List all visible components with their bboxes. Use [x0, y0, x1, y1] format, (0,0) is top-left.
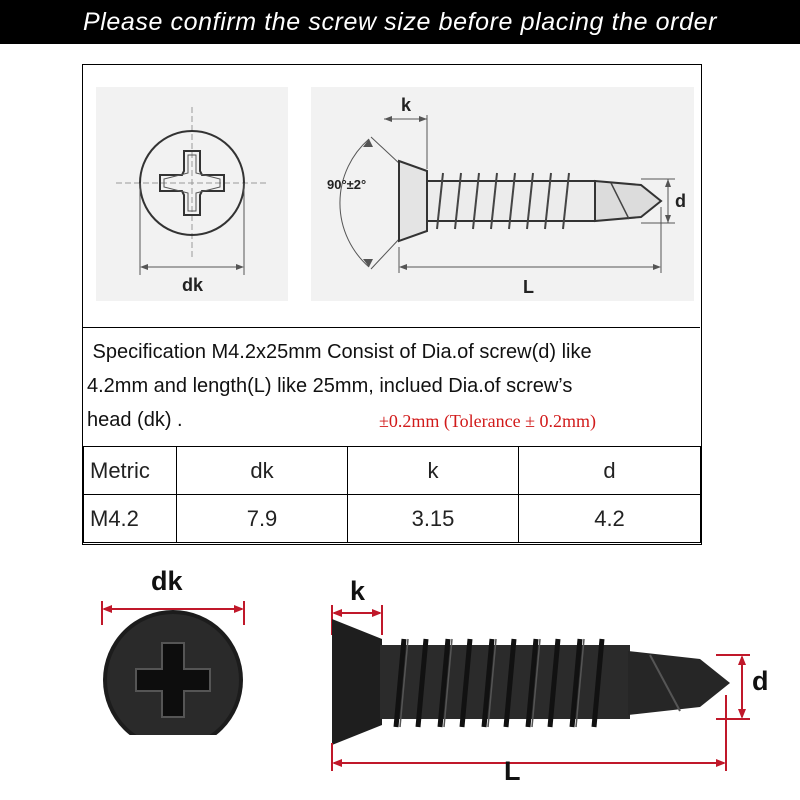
spec-line-3: head (dk) . [87, 409, 183, 431]
banner-text: Please confirm the screw size before placing the order [82, 8, 718, 36]
diagram-k-label: k [401, 95, 412, 115]
screw-side-photo [320, 595, 760, 775]
table-header-cell: Metric [84, 447, 177, 495]
header-banner [0, 0, 800, 44]
photo-k-label: k [350, 576, 366, 606]
head-view-panel [96, 87, 288, 301]
diagram-length-label: L [523, 277, 534, 297]
table-cell: 7.9 [177, 495, 348, 543]
table-header-row [84, 447, 701, 495]
spec-box [82, 64, 702, 545]
tolerance-note: ±0.2mm (Tolerance ± 0.2mm) [379, 411, 596, 431]
photo-dk-label: dk [151, 566, 183, 596]
photo-length-label: L [504, 756, 521, 786]
table-cell: M4.2 [84, 495, 177, 543]
table-row [84, 495, 701, 543]
table-header-cell: k [348, 447, 519, 495]
screw-side-view-diagram [311, 87, 694, 301]
diagram-dk-label: dk [182, 275, 204, 295]
photo-d-label: d [752, 666, 769, 696]
specification-text [87, 335, 697, 437]
table-header-cell: d [519, 447, 701, 495]
drawing-area [83, 65, 700, 328]
table-header-cell: dk [177, 447, 348, 495]
table-cell: 4.2 [519, 495, 701, 543]
head-top-view-diagram [96, 87, 288, 301]
dimensions-table [83, 446, 701, 543]
diagram-angle-label: 90°±2° [327, 177, 367, 192]
table-cell: 3.15 [348, 495, 519, 543]
side-view-panel [311, 87, 694, 301]
diagram-d-label: d [675, 191, 686, 211]
screw-head-photo [90, 595, 260, 735]
spec-line-2: 4.2mm and length(L) like 25mm, inclued Dia.of screw’s [87, 375, 573, 397]
spec-line-1: Specification M4.2x25mm Consist of Dia.of screw(d) like [87, 341, 592, 363]
